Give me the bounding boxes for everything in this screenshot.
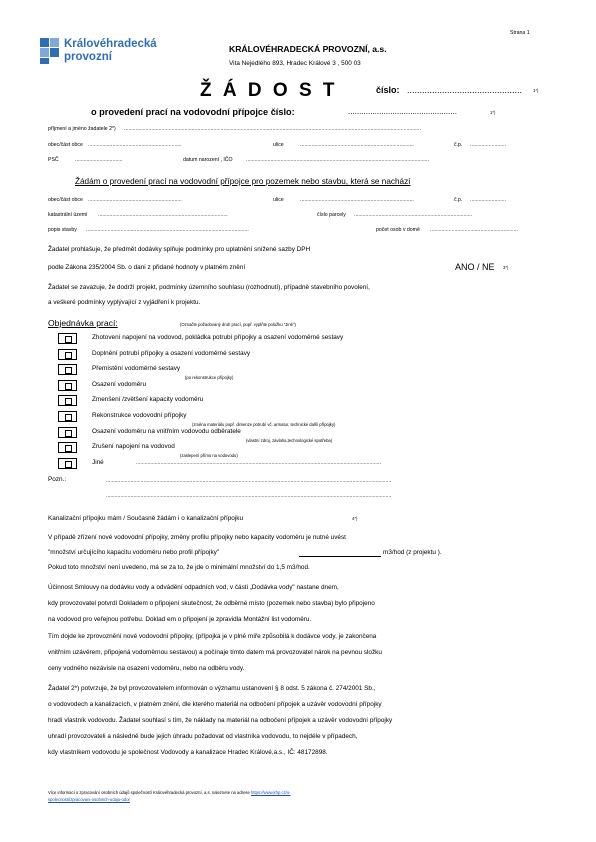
consent-line5: kdy vlastníkem vodovodu je společnost Vodovody a kanalizace Hradec Králové,a.s., IČ: 48172898. (48, 749, 328, 756)
checkbox-square-icon (65, 383, 72, 390)
applicant-name-label: příjmení a jméno žadatele 2*) (48, 126, 116, 132)
persons-field[interactable]: ............................................................. (430, 227, 518, 233)
commitment-line2: a veškeré podmínky vyplývající z vyjádření k projektu. (48, 299, 201, 306)
footer-text (48, 790, 291, 795)
site-street-field[interactable]: ............................................................................... (300, 197, 414, 203)
connection-number-field[interactable]: ................................................. (348, 107, 457, 116)
order-item-label: Osazení vodoměru (92, 380, 146, 388)
order-item-label: Osazení vodoměru na vnitřním vodovodu odběratele (92, 427, 241, 435)
dph-declaration-line2: podle Zákona 235/2004 Sb. o dani z přidané hodnoty v platném znění (48, 264, 246, 271)
building-label: popis stavby (48, 227, 77, 233)
page-number: Strana 1 (510, 30, 530, 36)
ano-ne-footnote: 3*) (503, 265, 509, 270)
note-label: Pozn.: (48, 476, 67, 483)
applicant-town-label: obec/část obce (48, 142, 83, 148)
checkbox-square-icon (65, 367, 72, 374)
company-name: KRÁLOVÉHRADECKÁ PROVOZNÍ, a.s. (229, 44, 387, 54)
order-item-label: Zrušení napojení na vodovod (92, 443, 175, 451)
commitment-line1: Žadatel se zavazuje, že dodrží projekt, podmínky územního souhlasu (rozhodnutí), případně stavebního povolení, (48, 284, 370, 291)
order-checkbox[interactable] (58, 442, 77, 453)
parcel-label: číslo parcely (317, 212, 346, 218)
validity-line2: kdy provozovatel potvrdí Dokladem o připojení skutečnost, že odběrné místo (pozemek nebo stavba) bylo připojeno (48, 600, 375, 607)
applicant-psc-field[interactable]: ................................. (75, 157, 123, 163)
applicant-cp-label: č.p. (454, 142, 463, 148)
ano-ne-choice[interactable]: ANO / NE (455, 262, 495, 272)
order-checkbox[interactable] (58, 364, 77, 375)
number-footnote: 1*) (533, 88, 539, 93)
logo-mark-icon (40, 38, 60, 66)
site-cp-field[interactable]: ......................... (470, 197, 507, 203)
checkbox-square-icon (65, 398, 72, 405)
capacity-line1: V případě zřízení nové vodovodní přípojky, změny profilu přípojky nebo kapacity vodoměru je nutné uvést (48, 534, 346, 541)
cadastre-field[interactable]: .......................................................................................... (98, 212, 228, 218)
note-field-line1[interactable]: ...................................................................................................................................................................................................... (106, 478, 392, 484)
site-cp-label: č.p. (454, 197, 463, 203)
validity-line5: vnitřním uzávěrem, připojená vodoměrnou sestavou) a počínaje tímto datem má provozovatel nárok na pevnou složku (48, 649, 382, 656)
consent-line4: uhradí provozovateli a následně bude jejich úhradu požadovat od vlastníka vodovodu, to nejdéle v případech, (48, 733, 358, 740)
order-item-label: Zmenšení /zvětšení kapacity vodoměru (92, 396, 204, 404)
company-address: Vita Nejedlého 893, Hradec Králové 3 , 500 03 (229, 60, 361, 67)
order-checkbox[interactable] (58, 411, 77, 422)
checkbox-square-icon (65, 461, 72, 468)
order-checkbox[interactable] (58, 395, 77, 406)
parcel-field[interactable]: .................................................................................. (354, 212, 473, 218)
applicant-birth-label: datum narození , IČO (183, 157, 233, 163)
other-work-field[interactable]: .......................................................................................................................................................................... (136, 460, 382, 466)
order-item-note-wrap (243, 429, 332, 447)
checkbox-square-icon (65, 430, 72, 437)
capacity-line2a: "množství určujícího kapacitu vodoměru nebo profil přípojky" (48, 549, 220, 556)
order-checkbox[interactable] (58, 427, 77, 438)
order-item-note: (zaslepení přímo na vodovodu) (180, 453, 238, 459)
order-item-label: Přemístění vodoměrné sestavy (92, 365, 181, 373)
consent-line3: hradí vlastník vodovodu. Žadatel souhlasí s tím, že náklady na materiál na odbočení přípojek a uzávěr vodovodní přípojky (48, 717, 393, 724)
order-item-note-wrap (182, 366, 233, 384)
persons-label: počet osob v domě (376, 227, 420, 233)
building-field[interactable]: ................................................................................................................. (86, 227, 249, 233)
applicant-street-field[interactable]: ............................................................................... (300, 142, 414, 148)
footer-privacy-link-part1[interactable]: https://www.khp.cz/o- (250, 790, 291, 795)
checkbox-square-icon (65, 336, 72, 343)
applicant-name-field[interactable]: .............................................................................................................................................................................................................. (124, 126, 421, 132)
logo-text-line2: provozní (64, 51, 112, 63)
applicant-street-label: ulice (273, 142, 284, 148)
note-field-line2[interactable]: ...................................................................................................................................................................................................... (106, 493, 392, 499)
validity-line6: ceny vodného nezávisle na osazení vodoměru, nebo na odběru vody. (48, 665, 245, 672)
request-statement: Žádám o provedení prací na vodovodní přípojce pro pozemek nebo stavbu, která se nachází (75, 177, 411, 186)
connection-number-footnote: 1*) (490, 110, 496, 115)
validity-line3: na vodovod pro veřejnou potřebu. Doklad em o připojení je zpravidla Montážní list vodoměru. (48, 616, 312, 623)
order-item-label: Zhotovení napojení na vodovod, pokládka potrubí přípojky a osazení vodoměrné sestavy (92, 334, 344, 341)
capacity-line3: Pokud toto množství není uvedeno, má se za to, že jde o minimální množství do 1,5 m3/hod. (48, 564, 310, 571)
order-heading: Objednávka prací: (48, 318, 118, 328)
order-item-note: (změna materiálu popř. dimenze potrubí vč. armatur, technické další přípojky) (192, 422, 336, 427)
validity-line4: Tím dojde ke zprovoznění nové vodovodní přípojky, (přípojka je v plné míře způsobilá k dodávce vody, je zakončena (48, 633, 377, 640)
logo-text-line1: Královéhradecká (64, 38, 157, 50)
number-label: číslo: (376, 85, 400, 95)
site-town-label: obec/část obce (48, 197, 83, 203)
subtitle: o provedení prací na vodovodní přípojce číslo: (91, 107, 295, 117)
document-title: Ž Á D O S T (200, 80, 338, 101)
applicant-psc-label: PSČ (48, 157, 59, 163)
applicant-cp-field[interactable]: ......................... (470, 142, 507, 148)
applicant-birth-field[interactable]: ............................................................................................................................... (246, 157, 430, 163)
order-checkbox[interactable] (58, 349, 77, 360)
footer-text-line2 (48, 797, 130, 802)
capacity-value-field[interactable] (299, 556, 381, 557)
footer-privacy-link-part2[interactable]: spolecnosti/zpracovani-osobnich-udaju-odor (48, 797, 130, 802)
dph-declaration-line1: Žadatel prohlašuje, že předmět dodávky splňuje podmínky pro uplatnění snížené sazby DPH (48, 246, 311, 253)
site-street-label: ulice (273, 197, 284, 203)
order-item-label: Rekonstrukce vodovodní přípojky (92, 412, 187, 419)
number-field[interactable]: .............................................. (407, 85, 523, 95)
consent-line2: o vodovodech a kanalizacích, v platném znění, dle kterého materiál na odbočení přípojek a uzávěr vodovodní přípojky (48, 701, 382, 708)
applicant-town-field[interactable]: ................................................................. (88, 142, 182, 148)
consent-line1: Žadatel 2*) potvrzuje, že byl provozovatelem informován o významu ustanovení § 8 odst. 5 zákona č. 274/2001 Sb., (48, 685, 376, 692)
validity-line1: Účinnost Smlouvy na dodávku vody a odvádění odpadních vod, v části „Dodávka vody" nastane dnem, (48, 584, 339, 591)
order-item-note: (vlastní zdroj, závlaha,technologické spotřeba) (246, 437, 333, 443)
footer-privacy-text: Více informací o zpracování osobních údajů společností Královéhradecká provozní, a.s. naleznete na adrese (48, 790, 251, 795)
sewer-footnote: 4*) (352, 516, 358, 521)
sewer-choice[interactable]: Kanalizační přípojku mám / Současně žádám i o kanalizační přípojku (48, 515, 244, 522)
cadastre-label: katastrální území (48, 212, 88, 218)
order-item-label: Jiné (92, 458, 104, 466)
checkbox-square-icon (65, 445, 72, 452)
company-logo (40, 36, 180, 70)
site-town-field[interactable]: ................................................................. (88, 197, 182, 203)
checkbox-square-icon (65, 414, 72, 421)
order-checkbox[interactable] (58, 333, 77, 344)
order-item-label: Doplnění potrubí přípojky a osazení vodoměrné sestavy (92, 349, 251, 357)
order-checkbox[interactable] (58, 458, 77, 469)
capacity-line2b: m3/hod (z projektu ). (383, 549, 442, 556)
order-item-note: (po rekonstrukce přípojky) (185, 375, 234, 381)
order-heading-note: (Označte požadovaný druh prací, popř. vyplňte položku "Jiné") (180, 322, 296, 327)
order-checkbox[interactable] (58, 380, 77, 391)
checkbox-square-icon (65, 352, 72, 359)
